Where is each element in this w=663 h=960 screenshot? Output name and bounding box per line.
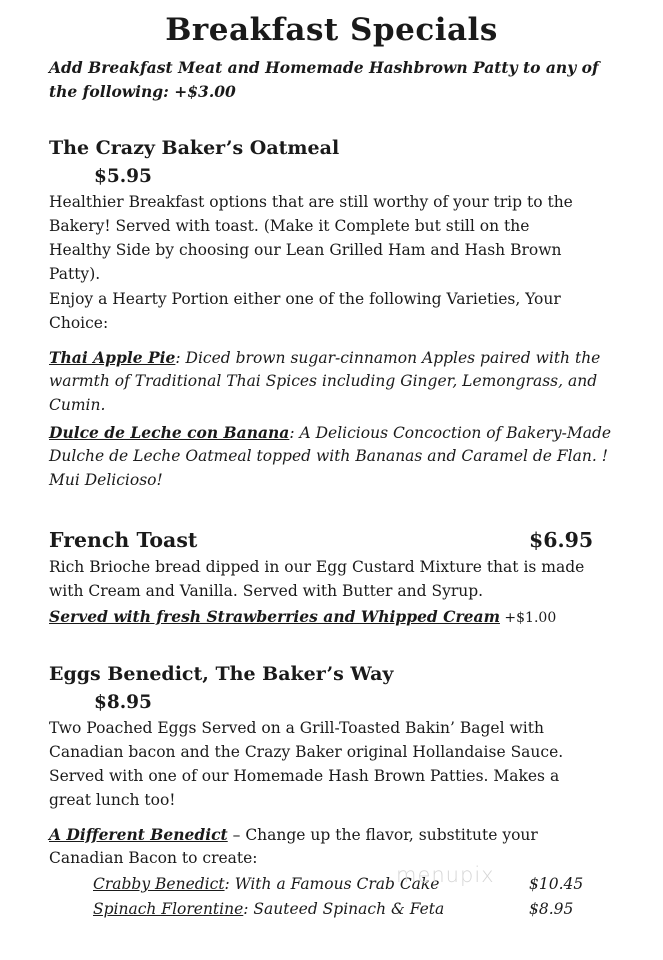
option-price: $10.45	[529, 875, 584, 893]
oatmeal-desc-line: Patty).	[49, 265, 101, 283]
variety-desc-line: Cumin.	[49, 396, 106, 414]
benedict-desc-line: Two Poached Eggs Served on a Grill-Toasted Bakin’ Bagel with	[49, 719, 544, 737]
benedict-price: $8.95	[94, 692, 152, 713]
subtitle-line-2: the following: +$3.00	[49, 82, 236, 101]
french-toast-price: $6.95	[529, 528, 594, 552]
variety-name: Thai Apple Pie	[49, 348, 176, 367]
subtitle-line-1: Add Breakfast Meat and Homemade Hashbrown Patty to any of	[49, 58, 599, 77]
variety-desc-line: Dulche de Leche Oatmeal topped with Bananas and Caramel de Flan. !	[49, 447, 608, 465]
oatmeal-desc-line: Healthier Breakfast options that are still worthy of your trip to the	[49, 193, 573, 211]
addon-price: +$1.00	[499, 610, 557, 626]
french-toast-desc-line: Rich Brioche bread dipped in our Egg Custard Mixture that is made	[49, 558, 585, 576]
oatmeal-heading: The Crazy Baker’s Oatmeal	[49, 137, 340, 159]
french-toast-desc-line: with Cream and Vanilla. Served with Butter and Syrup.	[49, 582, 484, 600]
option-price: $8.95	[529, 900, 574, 918]
different-benedict-label: A Different Benedict	[49, 825, 228, 844]
different-benedict-line-2: Canadian Bacon to create:	[49, 849, 258, 867]
french-toast-addon	[49, 607, 556, 626]
option-name: Crabby Benedict	[93, 875, 225, 893]
watermark-logo: menupix	[396, 863, 495, 887]
variety-desc-line: warmth of Traditional Thai Spices including Ginger, Lemongrass, and	[49, 372, 598, 390]
variety-thai-apple-pie	[49, 348, 600, 367]
benedict-desc-line: Canadian bacon and the Crazy Baker original Hollandaise Sauce.	[49, 743, 564, 761]
different-benedict-line	[49, 825, 538, 844]
oatmeal-desc-line: Enjoy a Hearty Portion either one of the following Varieties, Your	[49, 290, 561, 308]
oatmeal-price: $5.95	[94, 166, 152, 187]
french-toast-heading: French Toast	[49, 528, 198, 552]
oatmeal-desc-line: Healthy Side by choosing our Lean Grilled Ham and Hash Brown	[49, 241, 562, 259]
option-crabby-benedict	[93, 875, 439, 893]
variety-dulce-de-leche	[49, 423, 611, 442]
oatmeal-desc-line: Bakery! Served with toast. (Make it Complete but still on the	[49, 217, 530, 235]
different-benedict-desc: – Change up the flavor, substitute your	[227, 826, 538, 844]
benedict-heading: Eggs Benedict, The Baker’s Way	[49, 663, 394, 685]
variety-desc-line: Mui Delicioso!	[49, 471, 163, 489]
variety-desc: : Diced brown sugar-cinnamon Apples paired with the	[175, 349, 601, 367]
variety-desc: : A Delicious Concoction of Bakery-Made	[289, 424, 612, 442]
benedict-desc-line: Served with one of our Homemade Hash Brown Patties. Makes a	[49, 767, 560, 785]
variety-name: Dulce de Leche con Banana	[49, 423, 290, 442]
oatmeal-desc-line: Choice:	[49, 314, 109, 332]
addon-label: Served with fresh Strawberries and Whipped Cream	[49, 607, 500, 626]
page-title: Breakfast Specials	[165, 12, 498, 48]
option-desc: : Sauteed Spinach & Feta	[243, 900, 445, 918]
option-spinach-florentine	[93, 900, 444, 918]
option-desc: : With a Famous Crab Cake	[224, 875, 440, 893]
benedict-desc-line: great lunch too!	[49, 791, 176, 809]
option-name: Spinach Florentine	[93, 900, 244, 918]
